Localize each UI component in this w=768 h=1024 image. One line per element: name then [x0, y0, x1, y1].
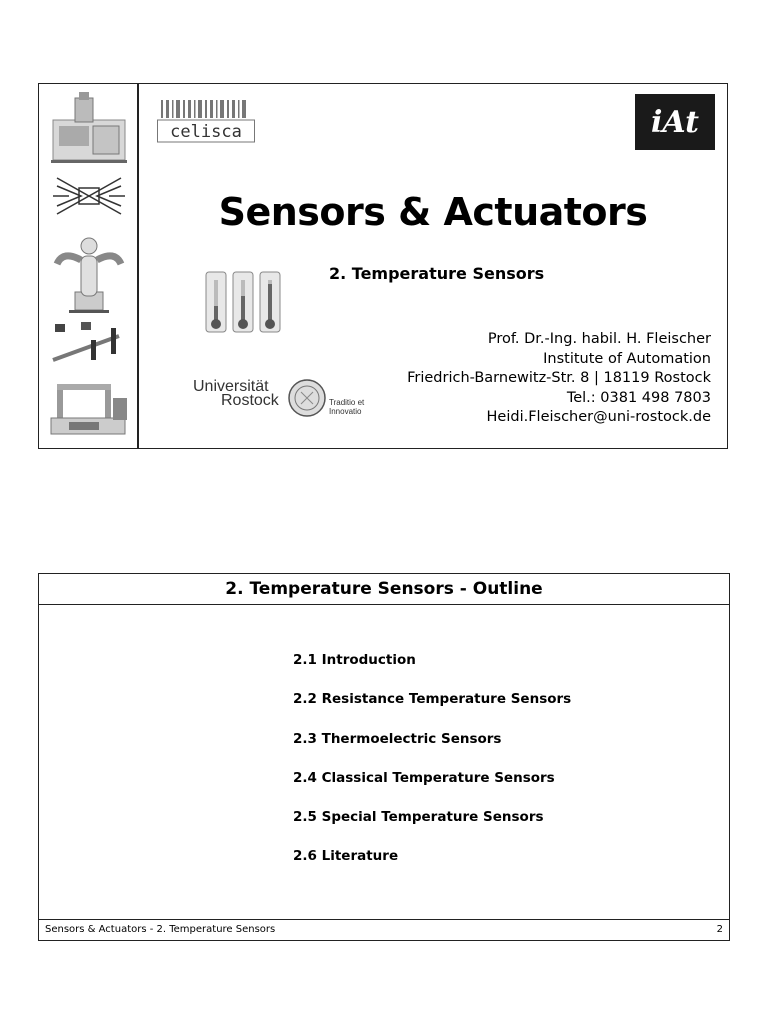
outline-item: 2.6 Literature	[293, 848, 399, 865]
university-seal-icon	[287, 378, 327, 418]
presentation-title: Sensors & Actuators	[218, 190, 648, 234]
footer-title: Sensors & Actuators - 2. Temperature Sensors	[45, 924, 276, 935]
outline-item: 2.1 Introduction	[293, 652, 416, 668]
university-tagline: Traditio et Innovatio	[329, 398, 365, 416]
university-name	[193, 380, 279, 408]
outline-slide	[38, 573, 730, 941]
sensors-image	[49, 320, 129, 364]
university-name-line2: Rostock	[221, 392, 279, 409]
celisca-logo	[157, 100, 257, 144]
image-column	[39, 84, 139, 448]
contact-institute: Institute of Automation	[543, 350, 711, 367]
presentation-subtitle: 2. Temperature Sensors	[329, 264, 545, 283]
slide-footer	[39, 919, 729, 940]
university-logo	[193, 378, 393, 422]
outline-title: 2. Temperature Sensors - Outline	[39, 574, 729, 605]
outline-item: 2.2 Resistance Temperature Sensors	[293, 691, 572, 708]
contact-address: Friedrich-Barnewitz-Str. 8 | 18119 Rostock	[407, 370, 711, 386]
outline-item: 2.3 Thermoelectric Sensors	[293, 730, 502, 747]
contact-info	[407, 330, 711, 428]
robot-image	[49, 230, 129, 314]
contact-name: Prof. Dr.-Ing. habil. H. Fleischer	[487, 331, 711, 347]
university-name-line1: Universität	[193, 378, 269, 395]
page-number: 2	[716, 924, 723, 935]
outline-list	[293, 652, 571, 888]
thermometers-image	[204, 270, 284, 334]
outline-item: 2.5 Special Temperature Sensors	[293, 809, 544, 826]
title-slide	[38, 83, 728, 449]
iat-logo	[635, 94, 715, 150]
contact-email: Heidi.Fleischer@uni-rostock.de	[486, 409, 711, 425]
celisca-logo-text: celisca	[170, 122, 242, 142]
automation-platform-image	[49, 378, 129, 442]
outline-item: 2.4 Classical Temperature Sensors	[293, 769, 555, 786]
contact-phone: Tel.: 0381 498 7803	[566, 389, 711, 406]
lab-instrument-image	[49, 90, 129, 164]
strain-gauge-image	[49, 170, 129, 222]
iat-logo-text: iAt	[650, 105, 700, 140]
